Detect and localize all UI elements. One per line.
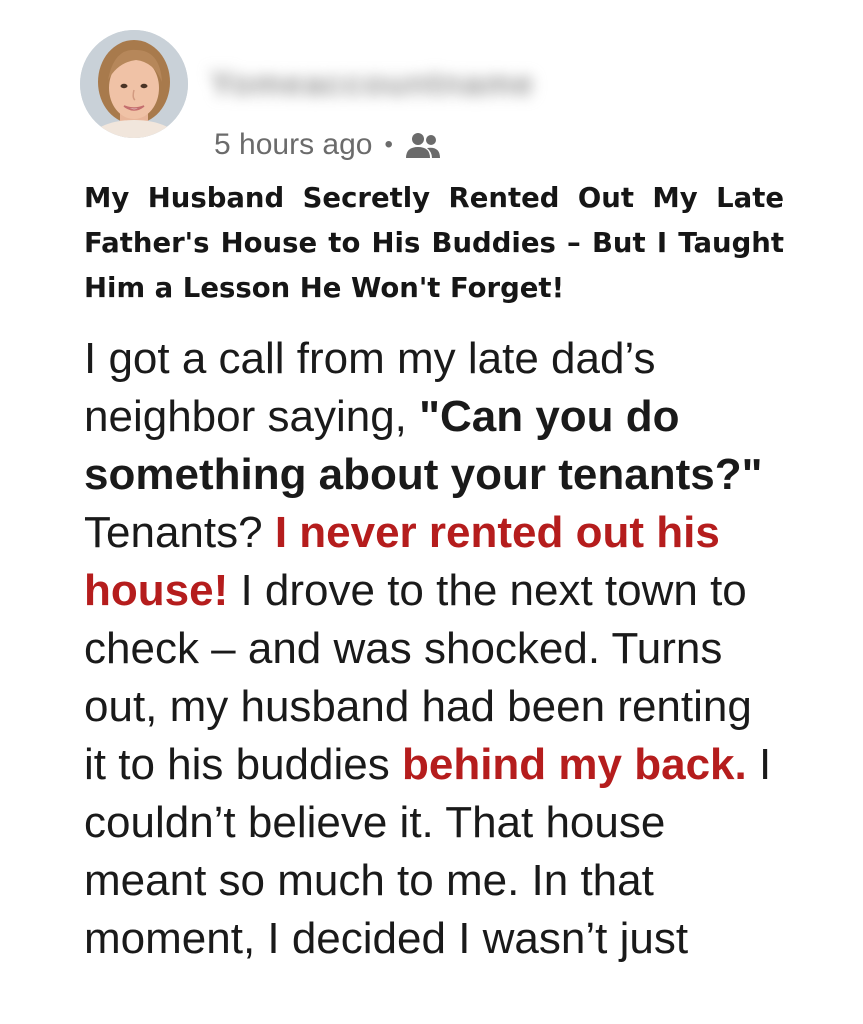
story-segment: Tenants? <box>84 508 275 557</box>
avatar[interactable] <box>80 30 188 138</box>
post-timestamp[interactable]: 5 hours ago <box>214 128 373 161</box>
account-name[interactable]: Yomeaccountname <box>210 65 535 103</box>
post-meta <box>214 128 441 162</box>
story-highlight: behind my back. <box>401 740 747 789</box>
story-segment: I drove to the next town to check – and was shocked. Turns out, my husband had been renting it to his buddies <box>84 566 752 789</box>
story-segment: I got a call from my late dad’s neighbor saying, <box>84 334 656 441</box>
story-highlight: I never rented out his house! <box>84 508 720 615</box>
story-segment: I couldn’t believe it. That house meant so much to me. In that moment, I decided I wasn’t just <box>84 740 772 963</box>
post-headline: My Husband Secretly Rented Out My Late Father's House to His Buddies – But I Taught Him a Lesson He Won't Forget! <box>84 182 784 304</box>
people-icon[interactable] <box>405 131 441 159</box>
meta-separator: • <box>384 131 393 158</box>
post-header <box>80 30 800 170</box>
avatar-photo <box>80 30 188 138</box>
story-text <box>84 330 784 968</box>
story-quote: "Can you do something about your tenants?" <box>84 392 763 499</box>
